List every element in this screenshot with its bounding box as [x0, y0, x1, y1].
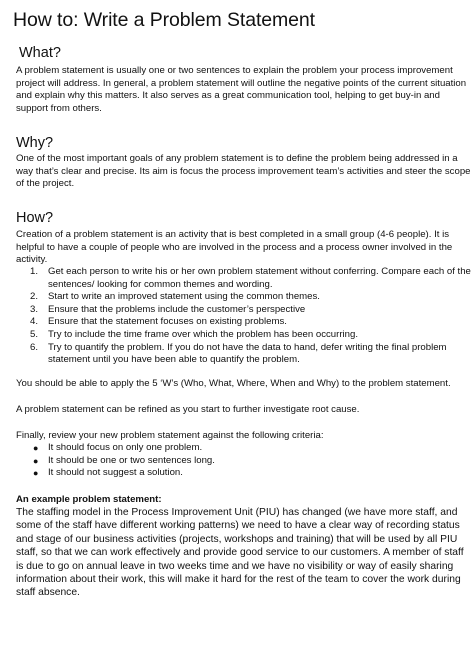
step-number: 3. — [30, 303, 39, 315]
criteria-intro-paragraph: Finally, review your new problem statement against the following criteria: — [16, 430, 324, 441]
why-paragraph: One of the most important goals of any problem statement is to define the problem being addressed in a way that’s clear and precise. Its aim is focus the process improvement team’s activities and steer the scope of the project. — [16, 153, 471, 190]
bullet-icon: ● — [33, 443, 39, 453]
bullet-icon: ● — [33, 468, 39, 479]
list-item — [16, 266, 471, 291]
how-heading: How? — [16, 210, 54, 226]
list-item — [16, 316, 471, 329]
step-number: 6. — [30, 341, 39, 353]
step-text: Try to quantify the problem. If you do not have the data to hand, defer writing the final problem statement until you have been able to quantify the problem. — [48, 341, 447, 366]
five-ws-paragraph: You should be able to apply the 5 ‘W’s (Who, What, Where, When and Why) to the problem statement. — [16, 378, 451, 389]
step-number: 4. — [30, 316, 39, 328]
step-text: Try to include the time frame over which the problem has been occurring. — [48, 328, 358, 340]
list-item — [16, 455, 471, 468]
criteria-text: It should focus on only one problem. — [48, 442, 203, 453]
step-text: Get each person to write his or her own problem statement without conferring. Compare each of the sentences/ looking for common themes and wording. — [48, 266, 471, 290]
how-intro-paragraph: Creation of a problem statement is an activity that is best completed in a small group (4-6 people). It is helpful to have a couple of people who are involved in the process and a process owner involved in the activity. — [16, 229, 453, 266]
list-item — [16, 467, 471, 480]
refine-paragraph: A problem statement can be refined as you start to further investigate root cause. — [16, 404, 360, 415]
step-text: Ensure that the statement focuses on existing problems. — [48, 316, 287, 328]
criteria-text: It should be one or two sentences long. — [48, 454, 215, 466]
list-item — [16, 291, 471, 304]
bullet-icon: ● — [33, 455, 39, 466]
list-item — [16, 442, 471, 455]
example-paragraph: The staffing model in the Process Improvement Unit (PIU) has changed (we have more staff, and some of the staff have different working patterns) we need to have a clear way of recording status and stage of our business activities (projects, workshops and training) that will be used by all PIU staff, so that we can work effectively and provide good service to our customers. A member of staff is due to go on annual leave in two weeks time and we have no visibility or way of easily sharing information about their work, this will make it hard for the rest of the team to cover the work during staff absence. — [16, 507, 464, 599]
how-steps-list — [16, 266, 471, 367]
why-heading: Why? — [16, 135, 54, 151]
what-paragraph: A problem statement is usually one or two sentences to explain the problem your process improvement project will address. In general, a problem statement will outline the negative points of the current situation and explain why this matters. It also serves as a great communication tool, helping to get buy-in and support from others. — [16, 65, 467, 114]
criteria-list — [16, 442, 471, 480]
list-item — [16, 329, 471, 342]
list-item — [16, 342, 471, 367]
step-number: 5. — [30, 328, 39, 340]
step-number: 2. — [30, 291, 39, 303]
step-number: 1. — [30, 266, 39, 277]
step-text: Start to write an improved statement using the common themes. — [48, 291, 320, 303]
list-item — [16, 304, 471, 317]
example-heading: An example problem statement: — [16, 494, 162, 505]
what-heading: What? — [19, 45, 61, 61]
step-text: Ensure that the problems include the customer’s perspective — [48, 303, 306, 315]
page-title: How to: Write a Problem Statement — [13, 9, 315, 31]
criteria-text: It should not suggest a solution. — [48, 467, 183, 479]
